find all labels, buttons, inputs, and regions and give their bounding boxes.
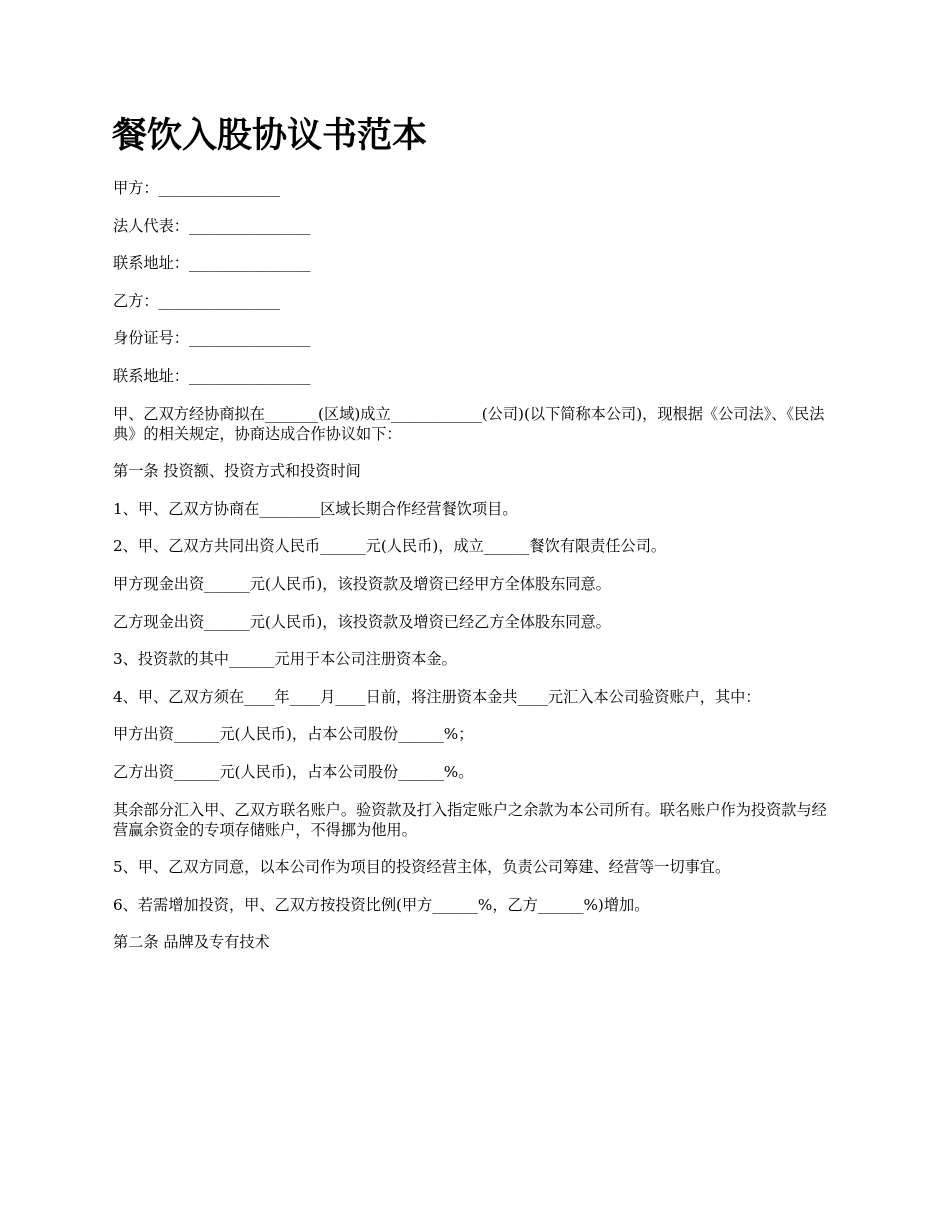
clause-1: 1、甲、乙双方协商在________区域长期合作经营餐饮项目。 — [113, 499, 518, 518]
party-b-field: 乙方：________________ — [113, 291, 281, 310]
party-a-share: 甲方出资______元(人民币)，占本公司股份______%； — [113, 725, 474, 744]
party-b-address-field: 联系地址：________________ — [113, 366, 311, 385]
article-2-heading: 第二条 品牌及专有技术 — [113, 933, 270, 952]
party-a-field: 甲方：________________ — [113, 179, 281, 197]
party-b-cash-contribution: 乙方现金出资______元(人民币)，该投资款及增资已经乙方全体股东同意。 — [113, 612, 611, 631]
party-b-share: 乙方出资______元(人民币)，占本公司股份______%。 — [113, 762, 474, 781]
party-a-cash-contribution: 甲方现金出资______元(人民币)，该投资款及增资已经甲方全体股东同意。 — [113, 574, 611, 593]
clause-4: 4、甲、乙双方须在____年____月____日前，将注册资本金共____元汇入本公司验资账户，其中： — [113, 687, 761, 706]
id-number-field: 身份证号：________________ — [113, 329, 311, 348]
document-title: 餐饮入股协议书范本 — [112, 116, 428, 156]
preamble-paragraph: 甲、乙双方经协商拟在_______(区域)成立____________(公司)(以下简称本公司)，现根据《公司法》、《民法典》的相关规定，协商达成合作协议如下： — [113, 404, 825, 443]
party-a-address-field: 联系地址：________________ — [113, 254, 311, 273]
clause-6: 6、若需增加投资，甲、乙双方按投资比例(甲方______%，乙方______%)增加。 — [113, 895, 650, 914]
legal-representative-field: 法人代表：________________ — [113, 216, 311, 235]
article-1-heading: 第一条 投资额、投资方式和投资时间 — [113, 462, 361, 481]
clause-5: 5、甲、乙双方同意，以本公司作为项目的投资经营主体，负责公司筹建、经营等一切事宜。 — [113, 858, 731, 877]
joint-account-paragraph: 其余部分汇入甲、乙双方联名账户。验资款及打入指定账户之余款为本公司所有。联名账户作为投资款与经营赢余资金的专项存储账户，不得挪为他用。 — [113, 800, 827, 839]
clause-3: 3、投资款的其中______元用于本公司注册资本金。 — [113, 650, 457, 669]
clause-2: 2、甲、乙双方共同出资人民币______元(人民币)，成立______餐饮有限责任公司。 — [113, 537, 667, 556]
document-body — [113, 178, 838, 970]
